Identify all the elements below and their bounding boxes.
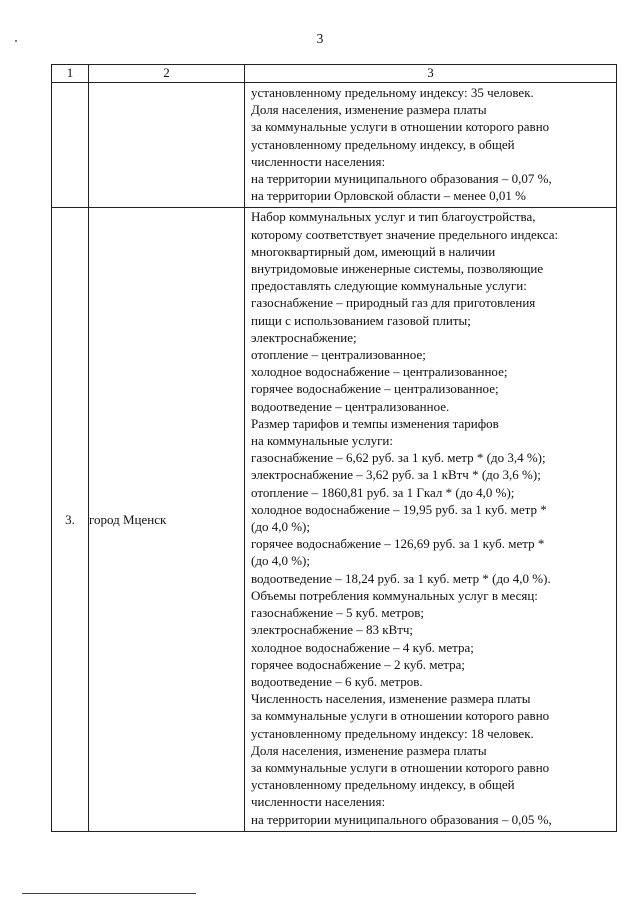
text-line: за коммунальные услуги в отношении которого равно — [251, 759, 550, 775]
text-line: внутридомовые инженерные системы, позволяющие — [251, 261, 544, 277]
text-line: водоотведение – 18,24 руб. за 1 куб. метр * (до 4,0 %). — [251, 570, 551, 586]
text-line: отопление – централизованное; — [251, 347, 426, 363]
text-line: Набор коммунальных услуг и тип благоустройства, — [251, 209, 536, 225]
text-line: холодное водоснабжение – 4 куб. метра; — [251, 639, 474, 655]
text-line: горячее водоснабжение – 126,69 руб. за 1 куб. метр * — [251, 536, 545, 552]
tariff-table — [51, 64, 617, 832]
text-line: горячее водоснабжение – 2 куб. метра; — [251, 656, 466, 672]
text-line: электроснабжение; — [251, 329, 357, 345]
text-line: газоснабжение – природный газ для приготовления — [251, 295, 536, 311]
text-line: Численность населения, изменение размера платы — [251, 691, 531, 707]
footnote-separator — [22, 893, 196, 894]
description-cell — [245, 83, 617, 208]
text-line: численности населения: — [251, 153, 386, 169]
text-line: газоснабжение – 6,62 руб. за 1 куб. метр * (до 3,4 %); — [251, 450, 546, 466]
column-header-2: 2 — [89, 65, 245, 83]
text-line: Объемы потребления коммунальных услуг в месяц: — [251, 587, 538, 603]
text-line: на территории муниципального образования – 0,05 %, — [251, 811, 552, 827]
column-header-3: 3 — [245, 65, 617, 83]
text-line: на коммунальные услуги: — [251, 433, 393, 449]
column-header-1: 1 — [52, 65, 89, 83]
text-line: многоквартирный дом, имеющий в наличии — [251, 243, 496, 259]
text-line: предоставлять следующие коммунальные услуги: — [251, 278, 527, 294]
text-line: электроснабжение – 3,62 руб. за 1 кВтч * (до 3,6 %); — [251, 467, 541, 483]
table-row — [52, 83, 617, 208]
text-line: на территории Орловской области – менее 0,01 % — [251, 188, 526, 204]
municipality-cell — [89, 83, 245, 208]
text-line: которому соответствует значение предельного индекса: — [251, 226, 559, 242]
text-line: Доля населения, изменение размера платы — [251, 102, 487, 118]
table-header-row — [52, 65, 617, 83]
text-line: установленному предельному индексу: 18 человек. — [251, 725, 534, 741]
description-cell — [245, 208, 617, 831]
text-line: установленному предельному индексу, в общей — [251, 777, 515, 793]
description-text — [245, 83, 616, 207]
text-line: Доля населения, изменение размера платы — [251, 742, 487, 758]
row-number-cell — [52, 83, 89, 208]
text-line: Размер тарифов и темпы изменения тарифов — [251, 415, 499, 431]
text-line: пищи с использованием газовой плиты; — [251, 312, 471, 328]
text-line: (до 4,0 %); — [251, 553, 310, 569]
text-line: численности населения: — [251, 794, 386, 810]
text-line: за коммунальные услуги в отношении которого равно — [251, 708, 550, 724]
text-line: отопление – 1860,81 руб. за 1 Гкал * (до 4,0 %); — [251, 484, 515, 500]
text-line: установленному предельному индексу: 35 человек. — [251, 85, 534, 100]
text-line: газоснабжение – 5 куб. метров; — [251, 605, 424, 621]
text-line: водоотведение – централизованное. — [251, 398, 450, 414]
page-number: 3 — [316, 31, 324, 46]
text-line: за коммунальные услуги в отношении которого равно — [251, 119, 550, 135]
text-line: холодное водоснабжение – централизованное; — [251, 364, 508, 380]
text-line: установленному предельному индексу, в общей — [251, 136, 515, 152]
text-line: электроснабжение – 83 кВтч; — [251, 622, 414, 638]
municipality-cell: город Мценск — [89, 208, 245, 831]
table-row — [52, 208, 617, 831]
text-line: на территории муниципального образования – 0,07 %, — [251, 171, 552, 187]
description-text — [245, 208, 616, 830]
text-line: холодное водоснабжение – 19,95 руб. за 1 куб. метр * — [251, 501, 547, 517]
row-number-cell: 3. — [52, 208, 89, 831]
text-line: водоотведение – 6 куб. метров. — [251, 673, 423, 689]
text-line: горячее водоснабжение – централизованное; — [251, 381, 499, 397]
text-line: (до 4,0 %); — [251, 519, 310, 535]
